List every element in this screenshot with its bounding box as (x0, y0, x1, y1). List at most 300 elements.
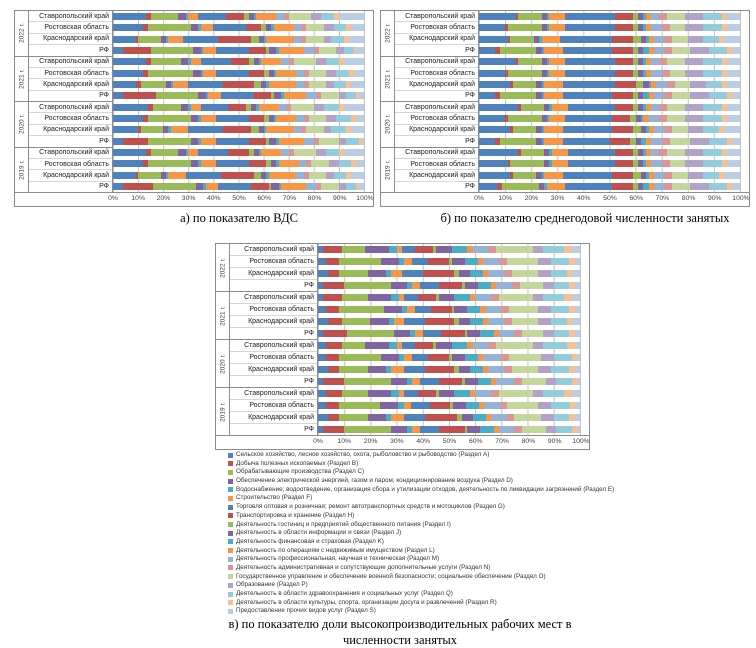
bar-segment (483, 258, 499, 265)
bar-segment (404, 294, 417, 301)
year-group-cell (15, 11, 28, 57)
bar-segment (563, 126, 613, 133)
bar-segment (249, 47, 267, 54)
bar-segment (727, 115, 740, 122)
bar-segment (228, 149, 248, 156)
stacked-bar (479, 126, 740, 133)
bar-segment (412, 426, 420, 433)
bar-segment (479, 13, 516, 20)
bar-segment (656, 81, 666, 88)
bar-segment (502, 183, 539, 190)
bar-segment (113, 13, 146, 20)
legend-label: Деятельность в области информации и связи (Раздел J) (236, 529, 402, 537)
bar-segment (420, 378, 438, 385)
bar-segment (412, 354, 428, 361)
bar-segment (479, 47, 495, 54)
year-label: 2021 г. (219, 305, 226, 326)
bar-segment (191, 160, 199, 167)
legend-swatch (228, 592, 233, 597)
bar-segment (415, 330, 423, 337)
bar-segment (522, 378, 546, 385)
axis-tick-strip (474, 193, 750, 206)
bar-segment (615, 104, 633, 111)
bar-segment (572, 318, 580, 325)
region-label: Краснодарский край (395, 34, 478, 45)
bar-segment (452, 342, 468, 349)
bar-segment (380, 402, 398, 409)
bar-segment (664, 172, 672, 179)
axis-tick: 80% (307, 195, 322, 202)
bar-segment (549, 24, 565, 31)
bar-segment (500, 47, 537, 54)
bar-segment (326, 115, 336, 122)
bar-segment (321, 13, 334, 20)
bar-row (113, 124, 364, 135)
bar-segment (326, 402, 339, 409)
bar-segment (203, 47, 216, 54)
bar-segment (407, 306, 415, 313)
bar-segment (508, 115, 542, 122)
bar-segment (181, 58, 189, 65)
axis-tick: 30% (181, 195, 196, 202)
bar-segment (412, 378, 420, 385)
region-label: Ростовская область (230, 352, 317, 364)
bar-segment (470, 270, 483, 277)
bar-segment (389, 342, 397, 349)
bar-segment (216, 138, 249, 145)
bar-segment (391, 390, 399, 397)
bar-segment (685, 70, 703, 77)
bar-segment (512, 270, 538, 277)
bar-segment (654, 47, 664, 54)
region-label: Ставропольский край (29, 11, 112, 22)
bar-segment (510, 36, 533, 43)
bar-segment (249, 115, 264, 122)
bar-segment (418, 390, 436, 397)
bar-segment (575, 282, 580, 289)
bar-segment (296, 115, 304, 122)
region-label: Краснодарский край (29, 34, 112, 45)
bar-segment (504, 366, 512, 373)
bar-segment (181, 104, 189, 111)
bar-segment (279, 47, 304, 54)
bar-segment (659, 115, 667, 122)
bar-segment (402, 246, 415, 253)
bar-segment (509, 354, 540, 361)
bar-segment (732, 183, 740, 190)
region-label: Ростовская область (29, 159, 112, 170)
legend-label: Деятельность административная и сопутствующие дополнительные услуги (Раздел N) (236, 563, 491, 571)
year-axis (381, 11, 395, 192)
bar-segment (328, 270, 338, 277)
bar-segment (368, 366, 386, 373)
stacked-bar (479, 160, 740, 167)
bar-segment (339, 92, 347, 99)
bar-segment (552, 160, 568, 167)
bar-segment (651, 104, 659, 111)
stacked-bar (479, 58, 740, 65)
bar-segment (541, 354, 554, 361)
plot-column (113, 11, 373, 192)
axis-tick: 30% (390, 438, 404, 445)
bar-segment (318, 258, 326, 265)
bar-segment (533, 246, 543, 253)
stacked-bar (113, 70, 364, 77)
year-group-cell (381, 57, 394, 103)
bar-segment (342, 390, 368, 397)
bar-segment (193, 47, 201, 54)
stacked-bar (318, 378, 580, 385)
bar-segment (563, 138, 610, 145)
bar-segment (575, 402, 580, 409)
bar-segment (473, 342, 489, 349)
bar-segment (612, 172, 633, 179)
bar-segment (478, 282, 491, 289)
bar-segment (323, 282, 344, 289)
bar-segment (336, 70, 349, 77)
bar-segment (549, 58, 565, 65)
legend-item (228, 478, 573, 485)
axis-tick: 70% (282, 195, 297, 202)
stacked-bar (113, 115, 364, 122)
bar-segment (342, 246, 366, 253)
bar-row (318, 316, 580, 328)
bar-segment (667, 104, 685, 111)
axis-tick: 20% (524, 195, 539, 202)
bar-segment (151, 149, 179, 156)
bar-segment (479, 149, 518, 156)
bar-segment (269, 172, 297, 179)
bar-segment (394, 318, 404, 325)
bar-segment (346, 138, 359, 145)
bar-segment (685, 13, 703, 20)
bar-segment (418, 294, 436, 301)
bar-row (113, 169, 364, 180)
bar-segment (659, 13, 667, 20)
bar-segment (703, 36, 719, 43)
legend-item (228, 469, 573, 476)
bar-segment (191, 138, 199, 145)
bar-segment (514, 414, 540, 421)
bar-row (113, 56, 364, 67)
bar-segment (391, 270, 401, 277)
legend-item (228, 504, 573, 511)
bar-segment (316, 58, 326, 65)
stacked-bar (113, 36, 364, 43)
bar-segment (518, 58, 541, 65)
bar-segment (368, 414, 386, 421)
plot-area (318, 244, 581, 435)
bar-segment (339, 258, 381, 265)
bar-segment (727, 70, 740, 77)
bar-segment (168, 172, 186, 179)
bar-segment (544, 172, 562, 179)
bar-segment (703, 149, 721, 156)
legend-swatch (228, 522, 233, 527)
bar-segment (475, 390, 491, 397)
axis-tick: 100% (732, 195, 750, 202)
bar-segment (544, 138, 562, 145)
bar-segment (171, 126, 189, 133)
legend-label: Предоставление прочих видов услуг (Раздел S) (236, 607, 376, 615)
stacked-bar (479, 36, 740, 43)
bar-segment (568, 149, 615, 156)
region-label: Ростовская область (395, 22, 478, 33)
legend-label: Торговля оптовая и розничная; ремонт автотранспортных средств и мотоциклов (Раздел G) (236, 503, 505, 511)
bar-segment (324, 24, 334, 31)
stacked-bar (113, 138, 364, 145)
stacked-bar (113, 81, 364, 88)
bar-segment (703, 115, 721, 122)
bar-segment (326, 354, 339, 361)
stacked-bar (318, 426, 580, 433)
bar-segment (431, 306, 452, 313)
chart-legend (228, 451, 615, 617)
legend-swatch (228, 557, 233, 562)
year-group-cell (381, 148, 394, 193)
bar-segment (213, 24, 246, 31)
bar-segment (488, 366, 504, 373)
legend-swatch (228, 565, 233, 570)
legend-item (228, 548, 573, 555)
stacked-bar (113, 104, 364, 111)
bar-row (479, 56, 740, 67)
bar-segment (404, 354, 412, 361)
stacked-bar (318, 306, 580, 313)
year-axis (15, 11, 29, 192)
bar-segment (577, 354, 580, 361)
bar-segment (672, 183, 690, 190)
bar-segment (402, 342, 415, 349)
bar-segment (294, 58, 317, 65)
axis-tick: 50% (603, 195, 617, 202)
bar-segment (551, 366, 569, 373)
bar-segment (615, 58, 633, 65)
bar-segment (428, 354, 449, 361)
bar-segment (575, 366, 580, 373)
bar-segment (727, 81, 740, 88)
bar-segment (612, 126, 633, 133)
bar-segment (178, 149, 186, 156)
bar-segment (148, 24, 191, 31)
bar-segment (249, 160, 267, 167)
year-group-cell (216, 292, 229, 340)
bar-segment (148, 70, 193, 77)
bar-segment (203, 70, 216, 77)
bar-segment (507, 258, 538, 265)
bar-segment (430, 402, 451, 409)
bar-segment (688, 36, 704, 43)
bar-segment (549, 115, 565, 122)
stacked-bar (113, 47, 364, 54)
bar-segment (690, 47, 708, 54)
year-group-cell (15, 57, 28, 103)
bar-segment (470, 366, 483, 373)
bar-segment (538, 366, 551, 373)
stacked-bar (113, 13, 364, 20)
bar-segment (311, 13, 321, 20)
bar-segment (568, 104, 615, 111)
bar-segment (362, 138, 365, 145)
year-group-cell (15, 148, 28, 193)
bar-segment (123, 92, 156, 99)
region-axis (230, 244, 318, 435)
bar-segment (496, 342, 533, 349)
stacked-bar (479, 115, 740, 122)
bar-segment (323, 330, 347, 337)
bar-segment (724, 172, 740, 179)
bar-segment (113, 138, 123, 145)
bar-row (318, 375, 580, 387)
bar-segment (544, 47, 562, 54)
legend-item (228, 513, 573, 520)
bar-segment (404, 390, 417, 397)
bar-segment (402, 270, 423, 277)
legend-item (228, 485, 615, 494)
bar-segment (690, 92, 708, 99)
bar-segment (309, 81, 327, 88)
year-group-cell (216, 388, 229, 435)
bar-segment (198, 13, 226, 20)
year-label: 2022 г. (18, 23, 25, 44)
bar-segment (168, 36, 183, 43)
bar-segment (564, 294, 572, 301)
bar-segment (703, 126, 719, 133)
bar-segment (636, 81, 644, 88)
bar-segment (309, 115, 327, 122)
stacked-bar (479, 138, 740, 145)
axis-tick: 70% (655, 195, 670, 202)
bar-segment (685, 160, 703, 167)
bar-segment (316, 149, 326, 156)
bar-segment (703, 70, 721, 77)
bar-segment (391, 282, 407, 289)
bar-row (318, 244, 580, 256)
bar-segment (703, 104, 721, 111)
bar-segment (554, 282, 570, 289)
bar-segment (339, 306, 384, 313)
bar-segment (123, 47, 151, 54)
bar-segment (479, 70, 505, 77)
bar-segment (318, 354, 326, 361)
bar-segment (512, 282, 520, 289)
bar-segment (572, 294, 580, 301)
bar-row (318, 304, 580, 316)
bar-segment (196, 183, 204, 190)
bar-segment (662, 138, 670, 145)
bar-segment (565, 115, 612, 122)
bar-segment (466, 402, 479, 409)
bar-segment (329, 160, 339, 167)
region-axis (29, 11, 113, 192)
bar-segment (339, 183, 347, 190)
bar-segment (483, 354, 501, 361)
bar-segment (543, 390, 564, 397)
bar-segment (251, 126, 259, 133)
bar-segment (664, 183, 672, 190)
bar-row (479, 181, 740, 192)
legend-item (228, 539, 573, 546)
bar-segment (667, 149, 685, 156)
bar-segment (221, 92, 254, 99)
bar-segment (633, 36, 641, 43)
bar-segment (690, 183, 708, 190)
bar-segment (113, 104, 148, 111)
bar-segment (577, 378, 580, 385)
stacked-bar (318, 390, 580, 397)
bar-segment (254, 81, 262, 88)
bar-segment (296, 172, 304, 179)
bar-segment (479, 24, 505, 31)
bar-segment (685, 58, 703, 65)
stacked-bar (318, 366, 580, 373)
bar-segment (249, 138, 267, 145)
axis-tick: 10% (498, 195, 512, 202)
legend-swatch (228, 548, 233, 553)
bar-segment (488, 246, 496, 253)
bar-segment (276, 115, 296, 122)
bar-segment (326, 81, 334, 88)
bar-segment (514, 330, 522, 337)
axis-tick: 80% (521, 438, 536, 445)
legend-item (228, 452, 573, 459)
axis-tick: 90% (332, 195, 347, 202)
bar-segment (541, 414, 554, 421)
region-label: РФ (99, 183, 109, 191)
bar-segment (218, 183, 251, 190)
bar-segment (306, 92, 316, 99)
bar-segment (651, 24, 661, 31)
bar-row (318, 292, 580, 304)
bar-segment (294, 24, 302, 31)
bar-row (479, 90, 740, 101)
bar-segment (465, 258, 478, 265)
bar-segment (251, 36, 259, 43)
bar-segment (351, 24, 364, 31)
bar-segment (654, 92, 664, 99)
stacked-bar (318, 282, 580, 289)
bar-segment (659, 104, 667, 111)
region-label: Краснодарский край (29, 125, 112, 136)
axis-tick: 20% (156, 195, 171, 202)
bar-segment (368, 294, 392, 301)
bar-segment (659, 149, 667, 156)
bar-segment (727, 13, 740, 20)
bar-segment (513, 81, 536, 88)
axis-tick: 0% (108, 195, 118, 202)
bar-segment (344, 58, 364, 65)
bar-segment (113, 47, 123, 54)
bar-segment (654, 36, 664, 43)
bar-segment (178, 13, 186, 20)
bar-segment (454, 294, 470, 301)
bar-segment (478, 378, 491, 385)
bar-segment (193, 70, 201, 77)
bar-row (113, 181, 364, 192)
bar-segment (551, 306, 569, 313)
bar-segment (326, 149, 339, 156)
year-group-cell (381, 102, 394, 148)
chart-high-productivity-jobs (215, 243, 590, 450)
bar-row (113, 90, 364, 101)
bar-segment (488, 270, 504, 277)
bar-segment (473, 414, 486, 421)
bar-segment (201, 58, 231, 65)
bar-segment (281, 58, 289, 65)
bar-segment (454, 390, 470, 397)
legend-item (228, 608, 573, 615)
stacked-bar (479, 70, 740, 77)
